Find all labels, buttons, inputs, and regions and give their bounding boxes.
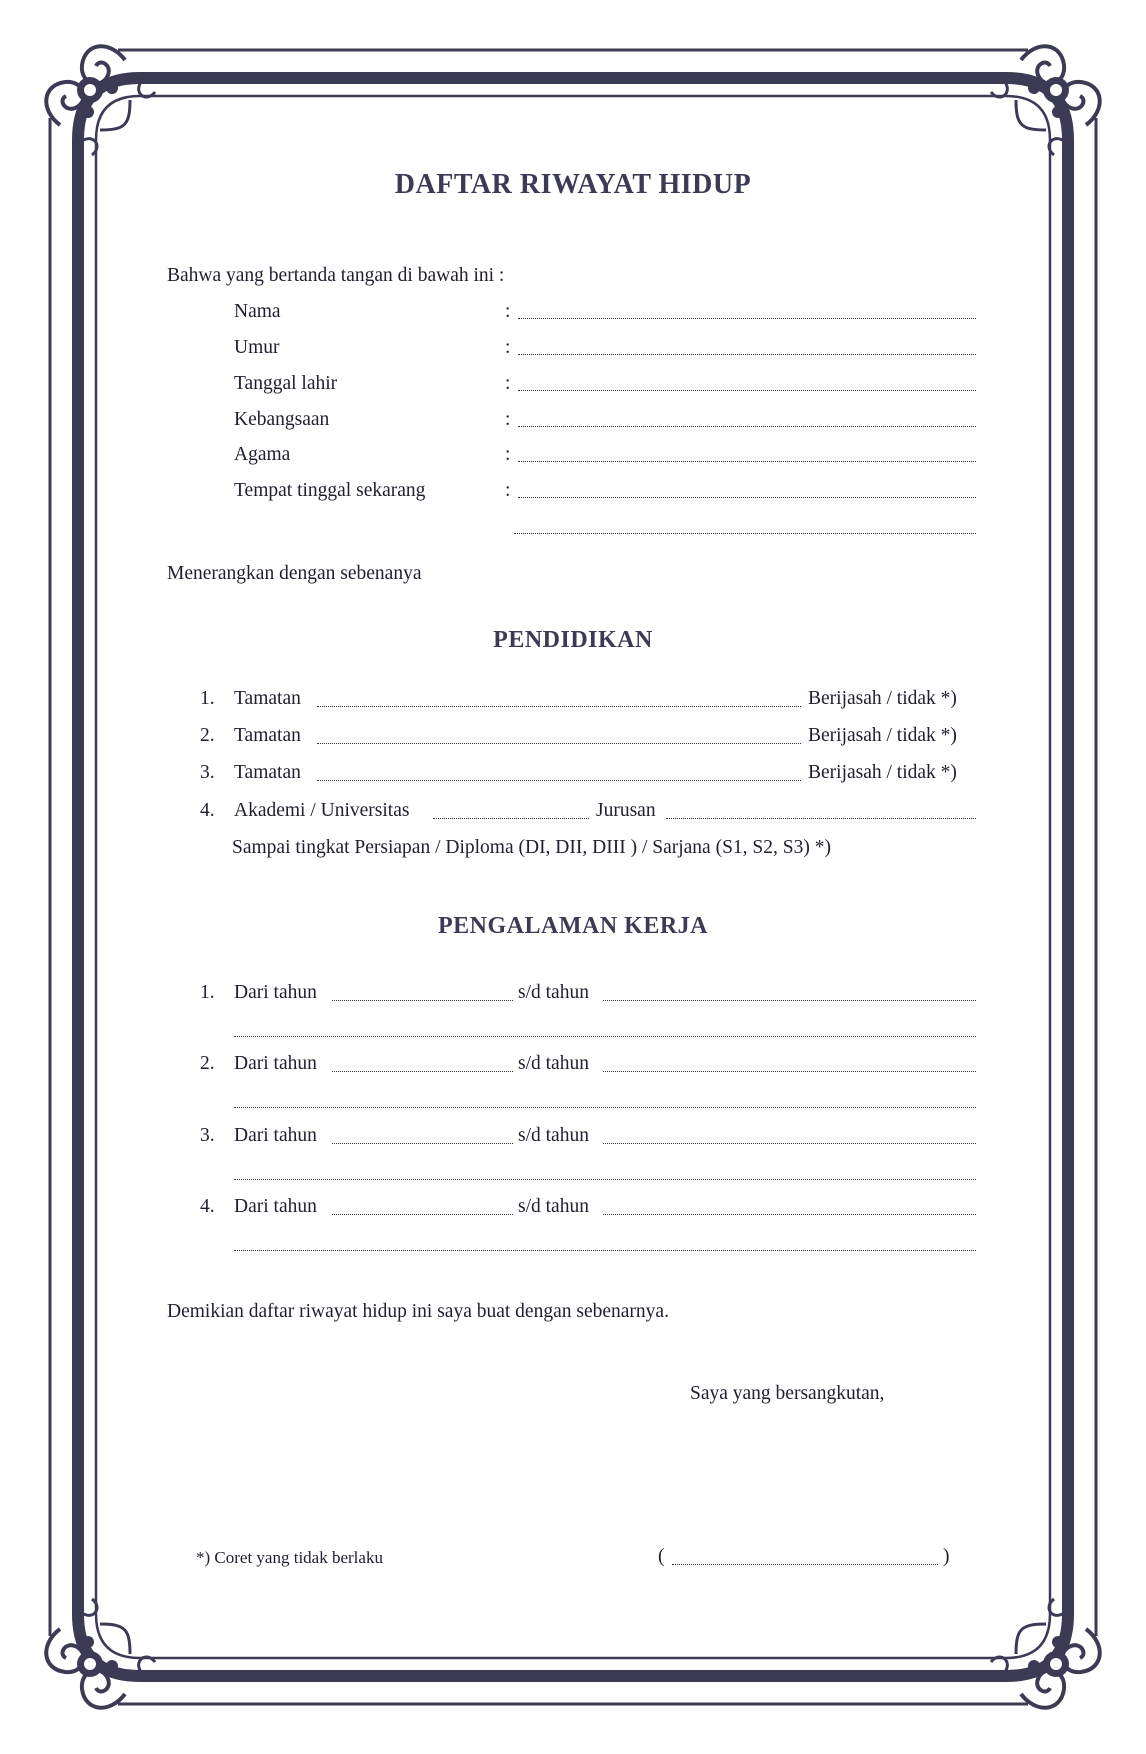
work-from-label: Dari tahun <box>234 1053 317 1074</box>
major-field[interactable] <box>666 818 976 819</box>
tamatan-1-field[interactable] <box>317 706 801 707</box>
education-item-number: 3. <box>200 762 215 783</box>
work-2-to-field[interactable] <box>603 1071 976 1072</box>
work-to-label: s/d tahun <box>518 1196 589 1217</box>
corner-ornament-bottom-right <box>991 1599 1100 1708</box>
work-to-label: s/d tahun <box>518 1053 589 1074</box>
closing-statement: Demikian daftar riwayat hidup ini saya buat dengan sebenarnya. <box>167 1301 669 1322</box>
footnote: *) Coret yang tidak berlaku <box>196 1548 383 1567</box>
page-title: DAFTAR RIWAYAT HIDUP <box>394 169 752 200</box>
work-3-from-field[interactable] <box>332 1143 513 1144</box>
work-from-label: Dari tahun <box>234 1125 317 1146</box>
education-item-number: 1. <box>200 688 215 709</box>
work-2-description-field[interactable] <box>234 1107 976 1108</box>
work-item-number: 2. <box>200 1053 215 1074</box>
work-4-from-field[interactable] <box>332 1214 513 1215</box>
tempat-tinggal-field[interactable] <box>518 497 976 498</box>
work-to-label: s/d tahun <box>518 982 589 1003</box>
university-field[interactable] <box>433 818 589 819</box>
field-colon: : <box>505 480 511 501</box>
tempat-tinggal-field-line2[interactable] <box>514 533 976 534</box>
field-colon: : <box>505 337 511 358</box>
field-label-tempat-tinggal: Tempat tinggal sekarang <box>234 480 426 501</box>
field-label-tanggal-lahir: Tanggal lahir <box>234 373 338 394</box>
signature-name-field[interactable] <box>672 1564 938 1565</box>
field-colon: : <box>505 444 511 465</box>
section-heading-pendidikan: PENDIDIKAN <box>493 627 653 653</box>
field-colon: : <box>505 409 511 430</box>
work-from-label: Dari tahun <box>234 982 317 1003</box>
field-label-kebangsaan: Kebangsaan <box>234 409 330 430</box>
field-colon: : <box>505 373 511 394</box>
education-item-suffix: Berijasah / tidak *) <box>808 688 957 709</box>
corner-ornament-top-right <box>991 46 1100 155</box>
education-level-note: Sampai tingkat Persiapan / Diploma (DI, DII, DIII ) / Sarjana (S1, S2, S3) *) <box>232 837 831 858</box>
education-item-number: 2. <box>200 725 215 746</box>
tanggal-lahir-field[interactable] <box>518 390 976 391</box>
university-label: Akademi / Universitas <box>234 800 410 821</box>
major-label: Jurusan <box>596 800 656 821</box>
work-2-from-field[interactable] <box>332 1071 513 1072</box>
intro-text: Bahwa yang bertanda tangan di bawah ini : <box>167 265 505 286</box>
section-heading-pengalaman-kerja: PENGALAMAN KERJA <box>438 913 708 939</box>
tamatan-3-field[interactable] <box>317 780 801 781</box>
education-item-number: 4. <box>200 800 215 821</box>
work-item-number: 1. <box>200 982 215 1003</box>
signature-close-paren: ) <box>943 1546 950 1567</box>
work-4-to-field[interactable] <box>603 1214 976 1215</box>
education-item-label: Tamatan <box>234 762 301 783</box>
corner-ornament-bottom-left <box>46 1599 155 1708</box>
work-to-label: s/d tahun <box>518 1125 589 1146</box>
work-1-from-field[interactable] <box>332 1000 513 1001</box>
field-colon: : <box>505 301 511 322</box>
signature-open-paren: ( <box>658 1546 665 1567</box>
work-3-description-field[interactable] <box>234 1179 976 1180</box>
education-item-suffix: Berijasah / tidak *) <box>808 762 957 783</box>
corner-ornament-top-left <box>46 46 155 155</box>
work-item-number: 4. <box>200 1196 215 1217</box>
nama-field[interactable] <box>518 318 976 319</box>
statement-text: Menerangkan dengan sebenanya <box>167 563 422 584</box>
education-item-suffix: Berijasah / tidak *) <box>808 725 957 746</box>
education-item-label: Tamatan <box>234 688 301 709</box>
work-from-label: Dari tahun <box>234 1196 317 1217</box>
work-1-to-field[interactable] <box>603 1000 976 1001</box>
tamatan-2-field[interactable] <box>317 743 801 744</box>
work-1-description-field[interactable] <box>234 1036 976 1037</box>
kebangsaan-field[interactable] <box>518 426 976 427</box>
field-label-nama: Nama <box>234 301 281 322</box>
work-item-number: 3. <box>200 1125 215 1146</box>
signature-label: Saya yang bersangkutan, <box>690 1383 885 1404</box>
field-label-agama: Agama <box>234 444 291 465</box>
umur-field[interactable] <box>518 354 976 355</box>
agama-field[interactable] <box>518 461 976 462</box>
work-3-to-field[interactable] <box>603 1143 976 1144</box>
work-4-description-field[interactable] <box>234 1250 976 1251</box>
field-label-umur: Umur <box>234 337 280 358</box>
education-item-label: Tamatan <box>234 725 301 746</box>
